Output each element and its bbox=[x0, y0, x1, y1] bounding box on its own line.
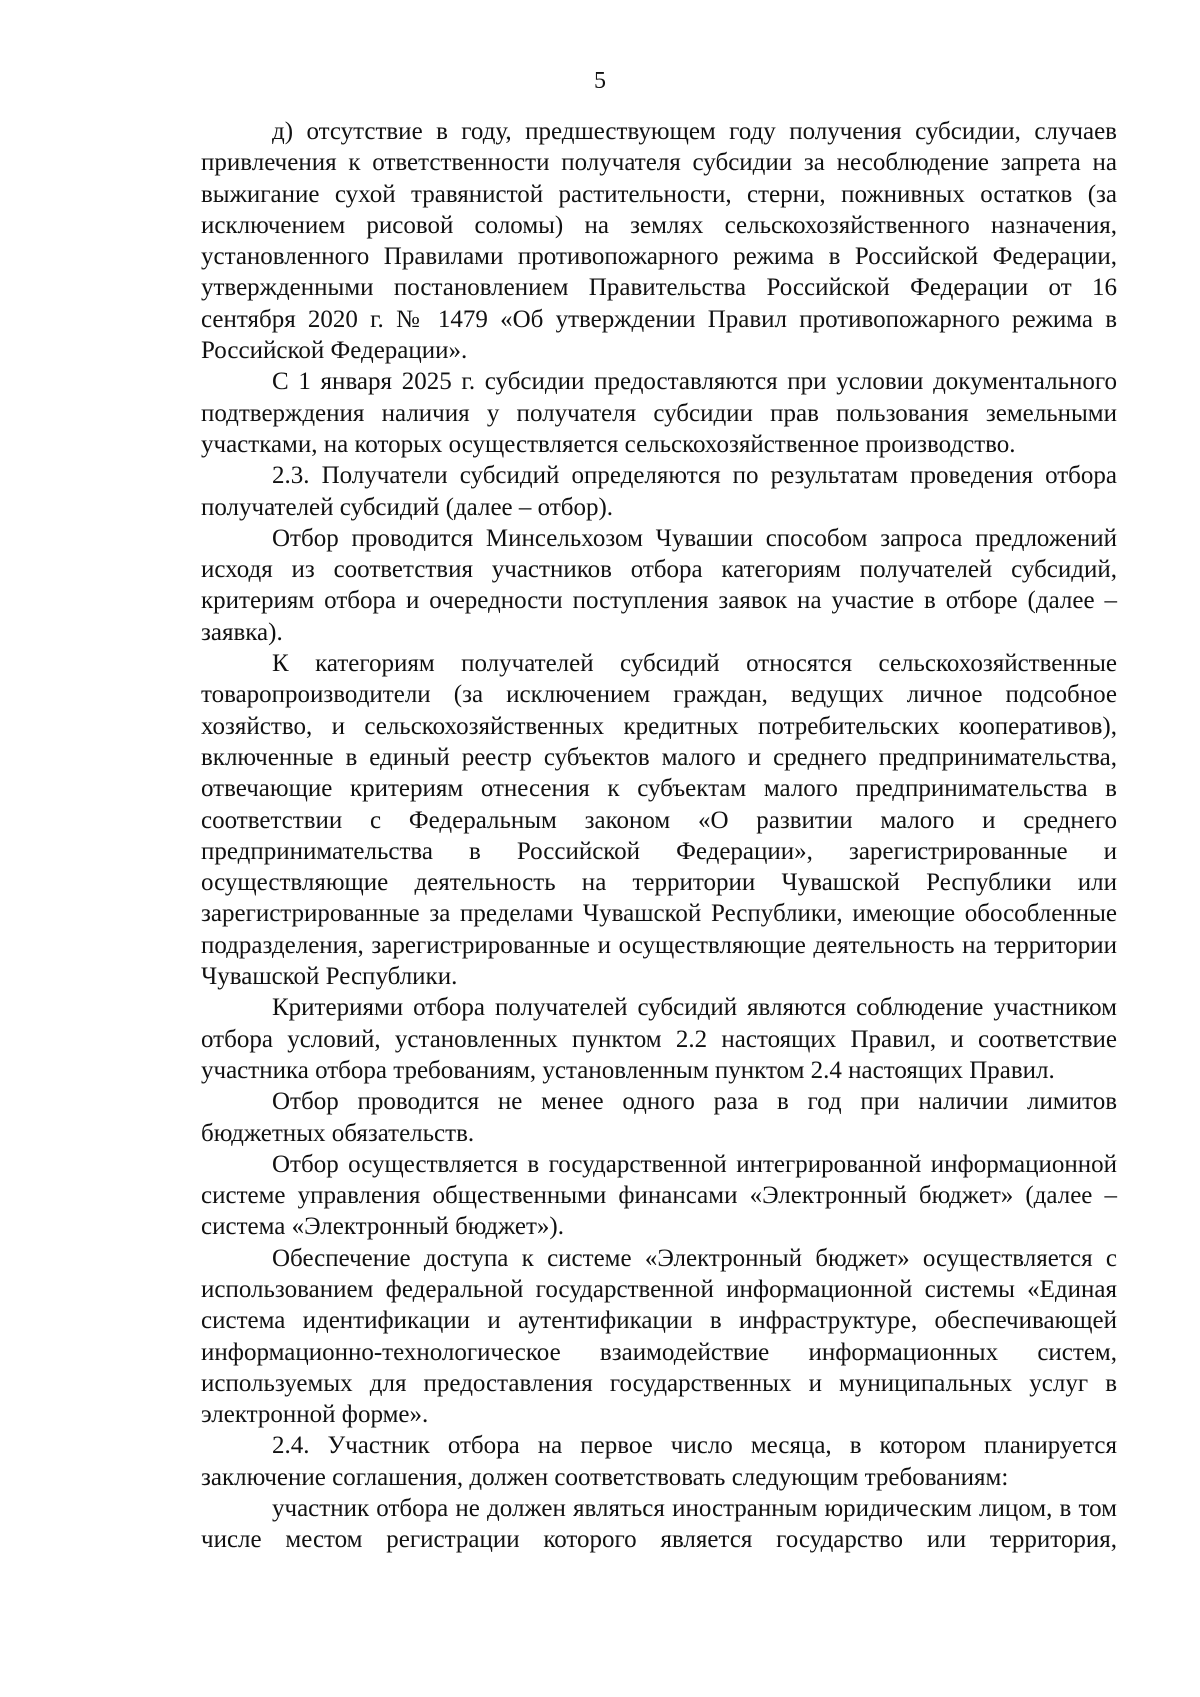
paragraph-foreign-entity: участник отбора не должен являться иностранным юридическим лицом, в том числе местом регистрации которого является государство или территория, bbox=[201, 1495, 1117, 1554]
paragraph-electronic-budget: Отбор осуществляется в государственной интегрированной информационной системе управления общественными финансами «Электронный бюджет» (далее – система «Электронный бюджет»). bbox=[201, 1150, 1117, 1241]
paragraph-2-4: 2.4. Участник отбора на первое число месяца, в котором планируется заключение соглашения, должен соответствовать следующим требованиям: bbox=[201, 1432, 1117, 1491]
paragraph-selection-criteria: Критериями отбора получателей субсидий являются соблюдение участником отбора условий, установленных пунктом 2.2 настоящих Правил, и соответствие участника отбора требованиям, установленным пунктом 2.4 настоящих Правил. bbox=[201, 994, 1117, 1084]
paragraph-system-access: Обеспечение доступа к системе «Электронный бюджет» осуществляется с использованием федеральной государственной информационной системы «Единая система идентификации и аутентификации в инфраструктуре, обеспечивающей информационно-технологическое взаимодействие информационных систем, используемых для предоставления государственных и муниципальных услуг в электронной форме». bbox=[201, 1244, 1117, 1429]
paragraph-selection-frequency: Отбор проводится не менее одного раза в год при наличии лимитов бюджетных обязательств. bbox=[201, 1088, 1117, 1147]
document-body bbox=[201, 116, 1117, 1556]
paragraph-item-d: д) отсутствие в году, предшествующем году получения субсидии, случаев привлечения к ответственности получателя субсидии за несоблюдение запрета на выжигание сухой травянистой растительности, стерни, пожнивных остатков (за исключением рисовой соломы) на землях сельскохозяйственного назначения, установленного Правилами противопожарного режима в Российской Федерации, утвержденными постановлением Правительства Российской Федерации от 16 сентября 2020 г. № 1479 «Об утверждении Правил противопожарного режима в Российской Федерации». bbox=[201, 118, 1117, 365]
paragraph-selection-method: Отбор проводится Минсельхозом Чувашии способом запроса предложений исходя из соответствия участников отбора категориям получателей субсидий, критериям отбора и очередности поступления заявок на участие в отборе (далее – заявка). bbox=[201, 524, 1117, 646]
paragraph-2-3: 2.3. Получатели субсидий определяются по результатам проведения отбора получателей субсидий (далее – отбор). bbox=[201, 462, 1117, 521]
paragraph-recipient-categories: К категориям получателей субсидий относятся сельскохозяйственные товаропроизводители (за исключением граждан, ведущих личное подсобное хозяйство, и сельскохозяйственных кредитных потребительских кооперативов), включенные в единый реестр субъектов малого и среднего предпринимательства, отвечающие критериям отнесения к субъектам малого предпринимательства в соответствии с Федеральным законом «О развитии малого и среднего предпринимательства в Российской Федерации», зарегистрированные и осуществляющие деятельность на территории Чувашской Республики или зарегистрированные за пределами Чувашской Республики, имеющие обособленные подразделения, зарегистрированные и осуществляющие деятельность на территории Чувашской Республики. bbox=[201, 650, 1117, 991]
page-number: 5 bbox=[594, 68, 606, 94]
paragraph-land-rights-2025: С 1 января 2025 г. субсидии предоставляются при условии документального подтверждения наличия у получателя субсидии прав пользования земельными участками, на которых осуществляется сельскохозяйственное производство. bbox=[201, 368, 1117, 458]
